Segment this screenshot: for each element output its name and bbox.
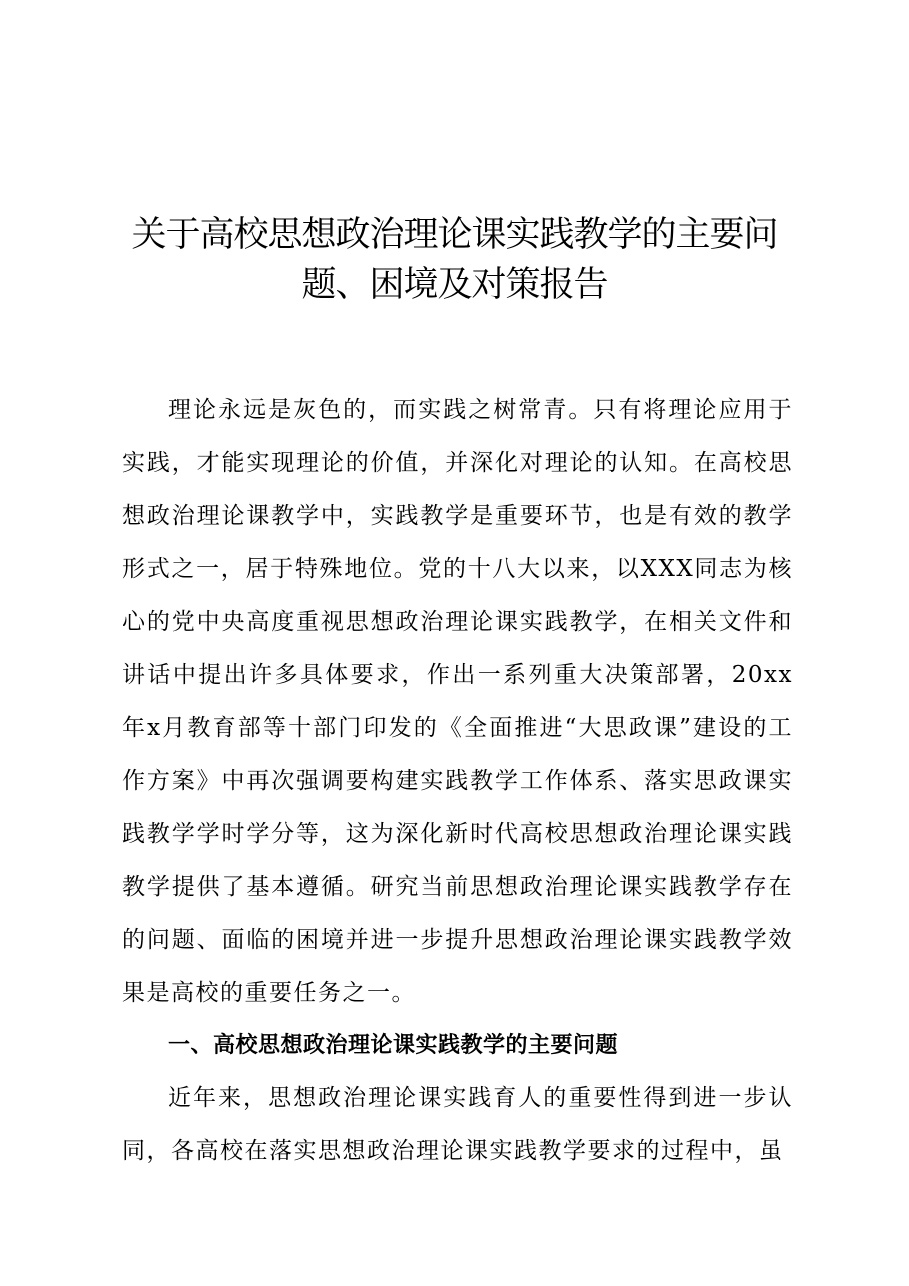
- intro-paragraph: 理论永远是灰色的，而实践之树常青。只有将理论应用于实践，才能实现理论的价值，并深化对理论的认知。在高校思想政治理论课教学中，实践教学是重要环节，也是有效的教学形式之一，居于特殊地位。党的十八大以来，以XXX同志为核心的党中央高度重视思想政治理论课实践教学，在相关文件和讲话中提出许多具体要求，作出一系列重大决策部署，20xx年x月教育部等十部门印发的《全面推进“大思政课”建设的工作方案》中再次强调要构建实践教学工作体系、落实思政课实践教学学时学分等，这为深化新时代高校思想政治理论课实践教学提供了基本遵循。研究当前思想政治理论课实践教学存在的问题、面临的困境并进一步提升思想政治理论课实践教学效果是高校的重要任务之一。: [122, 397, 793, 1006]
- document-body: [122, 384, 793, 1178]
- section-heading: 一、高校思想政治理论课实践教学的主要问题: [168, 1033, 619, 1058]
- section-paragraph: 近年来，思想政治理论课实践育人的重要性得到进一步认同，各高校在落实思想政治理论课实践教学要求的过程中，虽: [122, 1085, 793, 1164]
- title-line-2: 题、困境及对策报告: [301, 265, 608, 305]
- title-line-1: 关于高校思想政治理论课实践教学的主要问: [131, 215, 778, 255]
- document-title: [100, 210, 809, 310]
